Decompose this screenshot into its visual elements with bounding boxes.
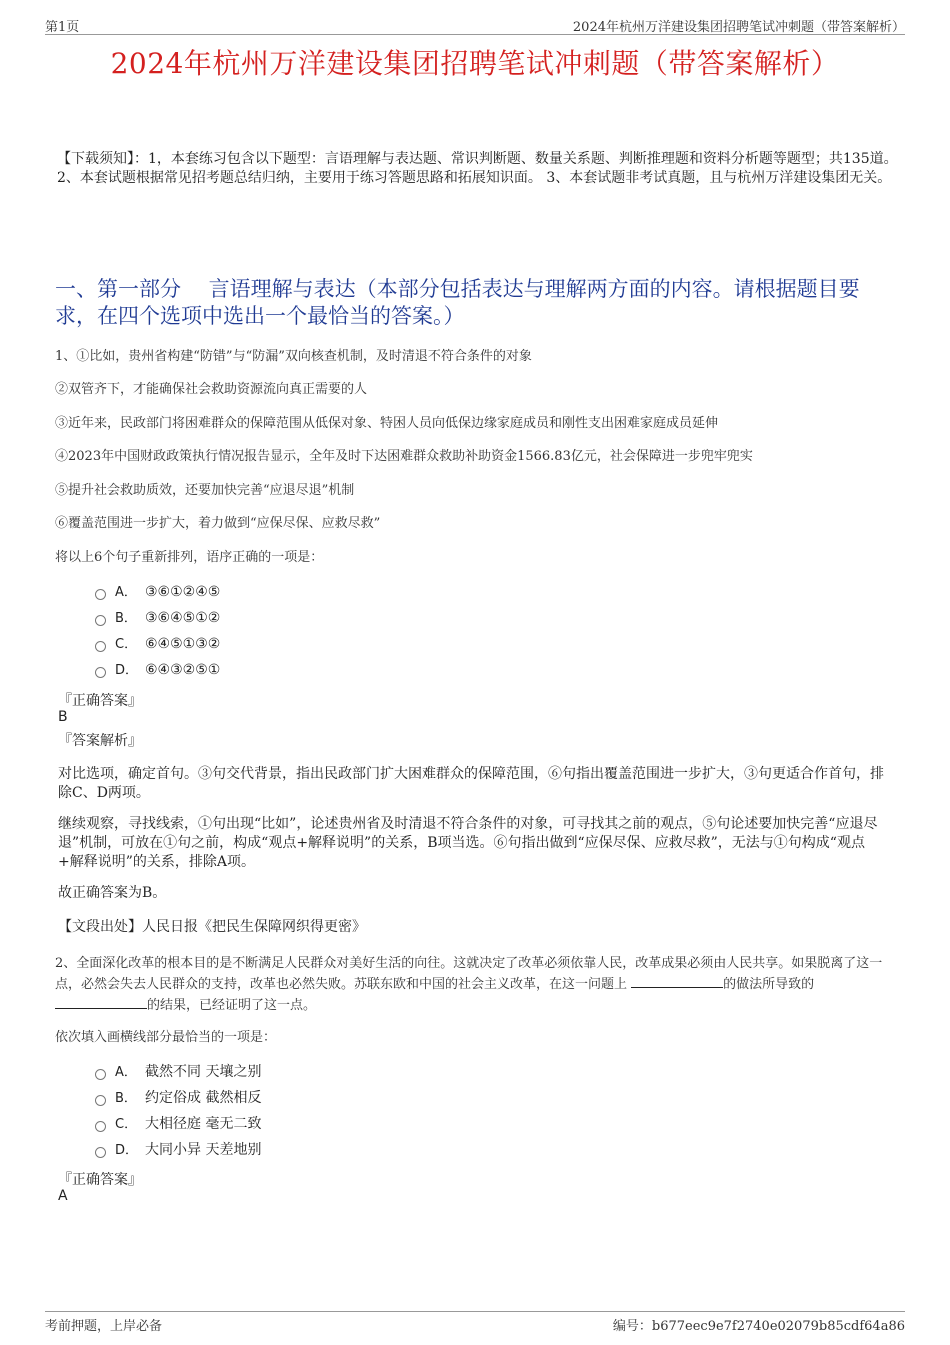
q2-option-c[interactable]: C． 大相径庭 毫无二致 bbox=[95, 1114, 261, 1134]
q2-stem: 2、全面深化改革的根本目的是不断满足人民群众对美好生活的向往。这就决定了改革必须依靠人民，改革成果必须由人民共享。如果脱离了这一点，必然会失去人民群众的支持，改革也必然失败。苏联东欧和中国的社会主义改革，在这一问题上 的做法所导致的 的结果，已经证明了这一点。 bbox=[55, 956, 883, 1013]
q1-sentence-3: ③近年来，民政部门将困难群众的保障范围从低保对象、特困人员向低保边缘家庭成员和刚性支出困难家庭成员延伸 bbox=[55, 416, 719, 431]
q1-prompt: 将以上6个句子重新排列，语序正确的一项是： bbox=[55, 550, 324, 565]
q2-prompt: 依次填入画横线部分最恰当的一项是： bbox=[55, 1030, 277, 1045]
page-title: 2024年杭州万洋建设集团招聘笔试冲刺题（带答案解析） bbox=[110, 47, 840, 80]
download-notice: 【下载须知】：1，本套练习包含以下题型：言语理解与表达题、常识判断题、数量关系题、判断推理题和资料分析题等题型；共135道。 2、本套试题根据常见招考题总结归纳，主要用于练习答题思路和拓展知识面。 3、本套试题非考试真题，且与杭州万洋建设集团无关。 bbox=[57, 151, 898, 186]
q2-option-a[interactable]: A． 截然不同 天壤之别 bbox=[95, 1062, 261, 1082]
radio-icon[interactable] bbox=[95, 1069, 106, 1080]
footer-code: 编号：b677eec9e7f2740e02079b85cdf64a86 bbox=[612, 1319, 905, 1334]
footer-slogan: 考前押题，上岸必备 bbox=[45, 1319, 163, 1334]
q1-option-b[interactable]: B． ③⑥④⑤①② bbox=[95, 608, 220, 628]
q1-sentence-4: ④2023年中国财政政策执行情况报告显示，全年及时下达困难群众救助补助资金1566.83亿元，社会保障进一步兜牢兜实 bbox=[55, 449, 753, 464]
q1-analysis-p3: 故正确答案为B。 bbox=[58, 885, 167, 901]
q1-option-d[interactable]: D． ⑥④③②⑤① bbox=[95, 660, 220, 680]
q2-answer: A bbox=[58, 1188, 68, 1204]
q1-sentence-1: 1、①比如，贵州省构建“防错”与“防漏”双向核查机制，及时清退不符合条件的对象 bbox=[55, 349, 532, 364]
radio-icon[interactable] bbox=[95, 615, 106, 626]
q1-option-a[interactable]: A． ③⑥①②④⑤ bbox=[95, 582, 220, 602]
q1-option-c[interactable]: C． ⑥④⑤①③② bbox=[95, 634, 220, 654]
q2-answer-label: 『正确答案』 bbox=[58, 1172, 142, 1188]
section-heading: 一、第一部分 言语理解与表达（本部分包括表达与理解两方面的内容。请根据题目要求，在四个选项中选出一个最恰当的答案。） bbox=[55, 277, 860, 328]
radio-icon[interactable] bbox=[95, 667, 106, 678]
q2-option-d[interactable]: D． 大同小异 天差地别 bbox=[95, 1140, 261, 1160]
q1-sentence-2: ②双管齐下，才能确保社会救助资源流向真正需要的人 bbox=[55, 382, 368, 397]
page-number: 第1页 bbox=[45, 20, 80, 35]
q1-analysis-p1: 对比选项，确定首句。③句交代背景，指出民政部门扩大困难群众的保障范围，⑥句指出覆盖范围进一步扩大，③句更适合作首句，排除C、D两项。 bbox=[58, 766, 884, 801]
q1-sentence-5: ⑤提升社会救助质效，还要加快完善“应退尽退”机制 bbox=[55, 483, 355, 498]
radio-icon[interactable] bbox=[95, 589, 106, 600]
q1-analysis-p2: 继续观察，寻找线索，①句出现“比如”，论述贵州省及时清退不符合条件的对象，可寻找其之前的观点，⑤句论述要加快完善“应退尽退”机制，可放在①句之前，构成“观点+解释说明”的关系，B项当选。⑥句指出做到“应保尽保、应救尽救”，无法与①句构成“观点+解释说明”的关系，排除A项。 bbox=[58, 816, 878, 870]
q1-answer-label: 『正确答案』 bbox=[58, 693, 142, 709]
q1-answer: B bbox=[58, 709, 68, 725]
fill-blank-1 bbox=[631, 975, 723, 988]
page-footer bbox=[45, 1311, 905, 1334]
radio-icon[interactable] bbox=[95, 1121, 106, 1132]
radio-icon[interactable] bbox=[95, 641, 106, 652]
radio-icon[interactable] bbox=[95, 1147, 106, 1158]
fill-blank-2 bbox=[55, 996, 147, 1009]
q1-sentence-6: ⑥覆盖范围进一步扩大，着力做到“应保尽保、应救尽救” bbox=[55, 516, 381, 531]
header-doc-title: 2024年杭州万洋建设集团招聘笔试冲刺题（带答案解析） bbox=[572, 20, 905, 35]
q1-analysis-label: 『答案解析』 bbox=[58, 733, 142, 749]
radio-icon[interactable] bbox=[95, 1095, 106, 1106]
page-header bbox=[45, 14, 905, 35]
q1-source: 【文段出处】人民日报《把民生保障网织得更密》 bbox=[58, 919, 366, 935]
q2-option-b[interactable]: B． 约定俗成 截然相反 bbox=[95, 1088, 261, 1108]
